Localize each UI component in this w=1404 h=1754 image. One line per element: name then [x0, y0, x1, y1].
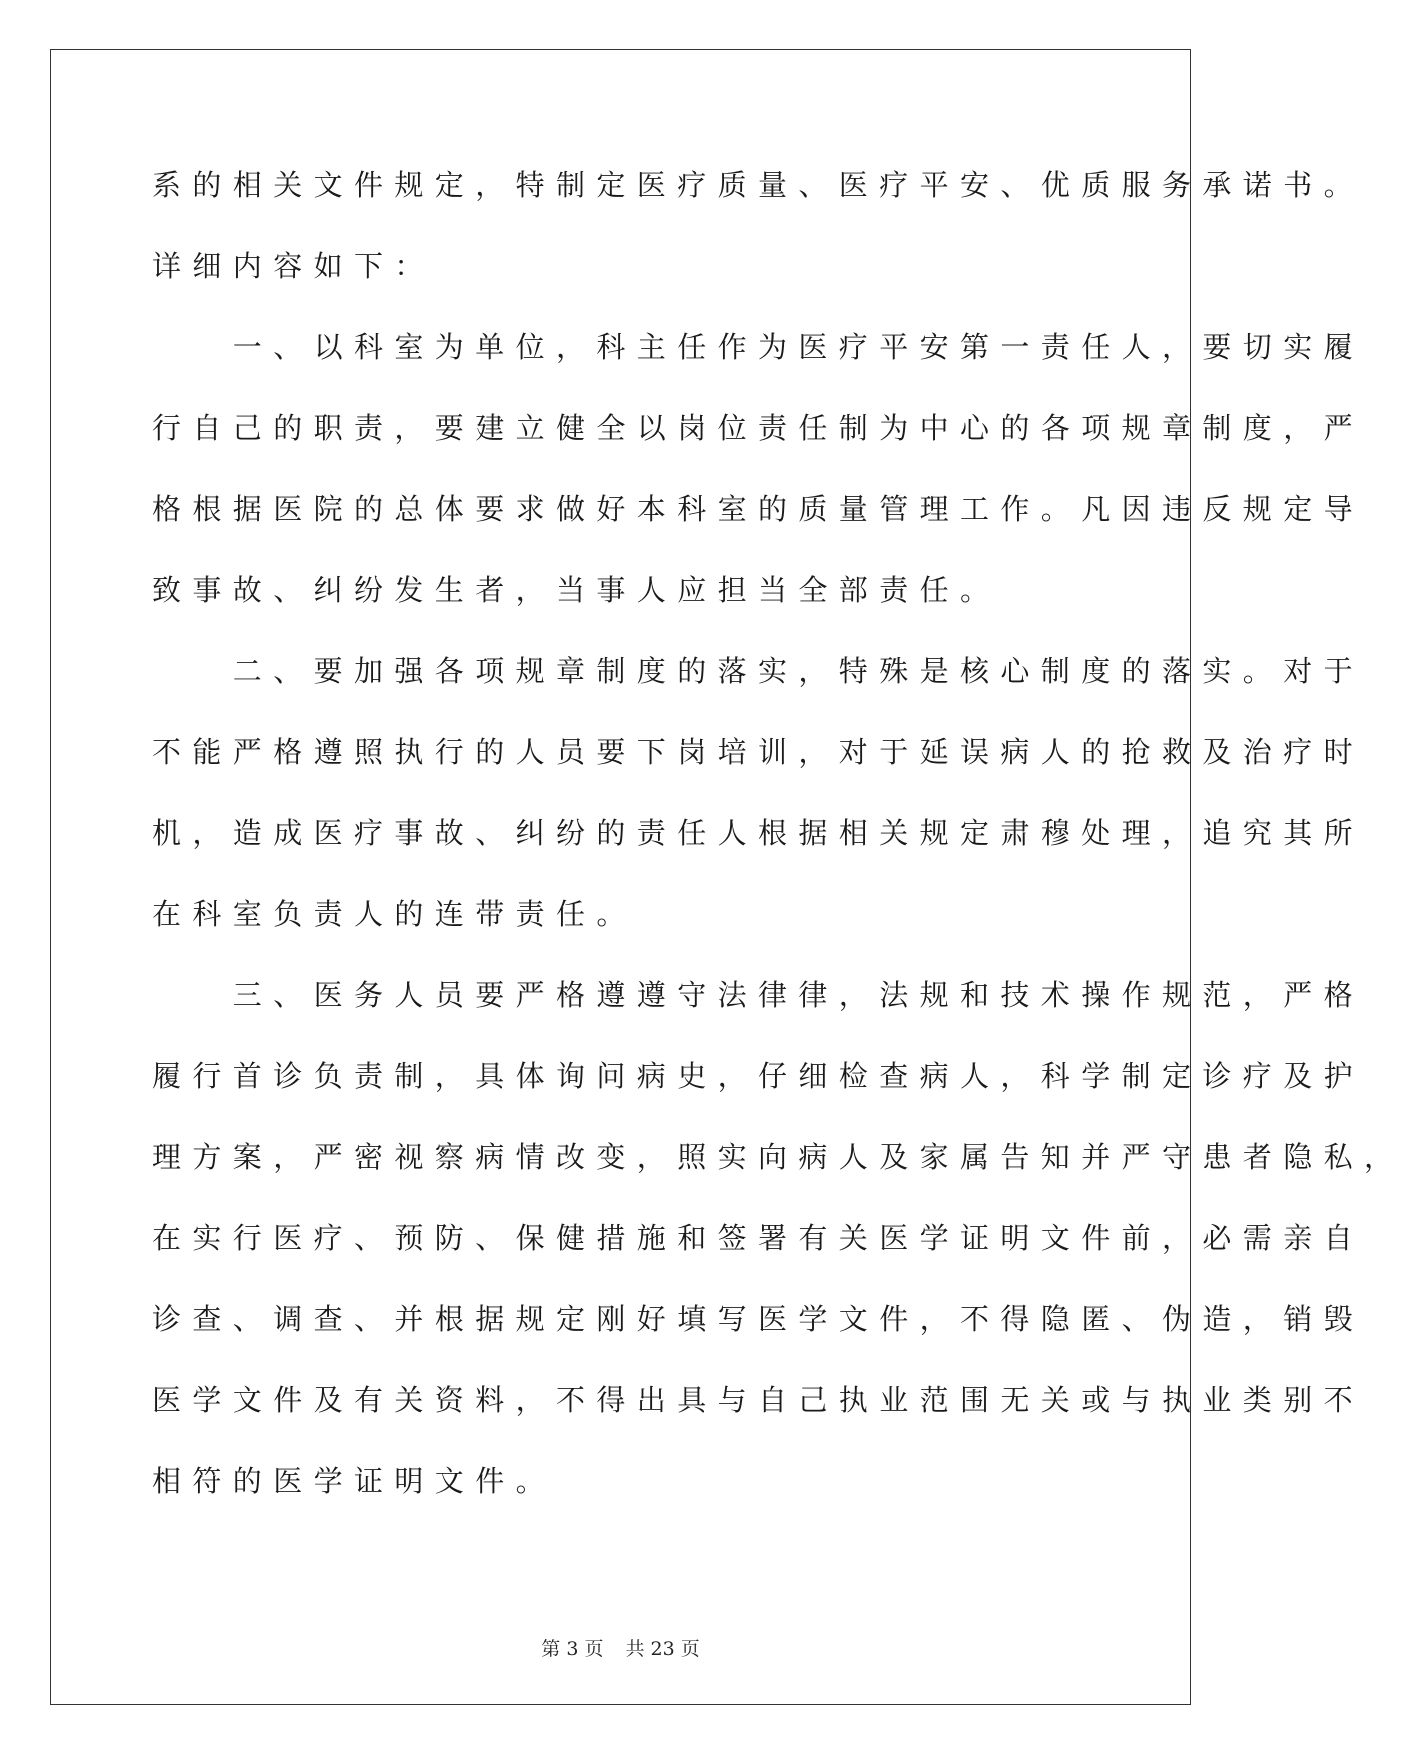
text-line: 履行首诊负责制，具体询问病史，仔细检查病人，科学制定诊疗及护	[152, 1059, 1365, 1093]
text-line: 医学文件及有关资料，不得出具与自己执业范围无关或与执业类别不	[152, 1383, 1365, 1417]
text-line: 一、以科室为单位，科主任作为医疗平安第一责任人，要切实履	[152, 330, 1365, 364]
text-line: 三、医务人员要严格遵遵守法律律，法规和技术操作规范，严格	[152, 978, 1365, 1012]
text-line: 机，造成医疗事故、纠纷的责任人根据相关规定肃穆处理，追究其所	[152, 816, 1365, 850]
text-line: 系的相关文件规定，特制定医疗质量、医疗平安、优质服务承诺书。	[152, 168, 1365, 202]
text-line: 行自己的职责，要建立健全以岗位责任制为中心的各项规章制度，严	[152, 411, 1365, 445]
text-line: 理方案，严密视察病情改变，照实向病人及家属告知并严守患者隐私，	[152, 1140, 1404, 1174]
text-line: 不能严格遵照执行的人员要下岗培训，对于延误病人的抢救及治疗时	[152, 735, 1365, 769]
text-line: 相符的医学证明文件。	[152, 1464, 557, 1498]
text-line: 详细内容如下：	[152, 249, 435, 283]
page-total: 共 23 页	[625, 1638, 700, 1660]
text-line: 致事故、纠纷发生者，当事人应担当全部责任。	[152, 573, 1001, 607]
text-line: 格根据医院的总体要求做好本科室的质量管理工作。凡因违反规定导	[152, 492, 1365, 526]
text-line: 在科室负责人的连带责任。	[152, 897, 637, 931]
document-body	[152, 165, 1404, 1542]
page-number: 第 3 页	[541, 1638, 604, 1660]
text-line: 二、要加强各项规章制度的落实，特殊是核心制度的落实。对于	[152, 654, 1365, 688]
text-line: 在实行医疗、预防、保健措施和签署有关医学证明文件前，必需亲自	[152, 1221, 1365, 1255]
page-footer	[0, 1634, 1241, 1661]
text-line: 诊查、调查、并根据规定刚好填写医学文件，不得隐匿、伪造，销毁	[152, 1302, 1365, 1336]
